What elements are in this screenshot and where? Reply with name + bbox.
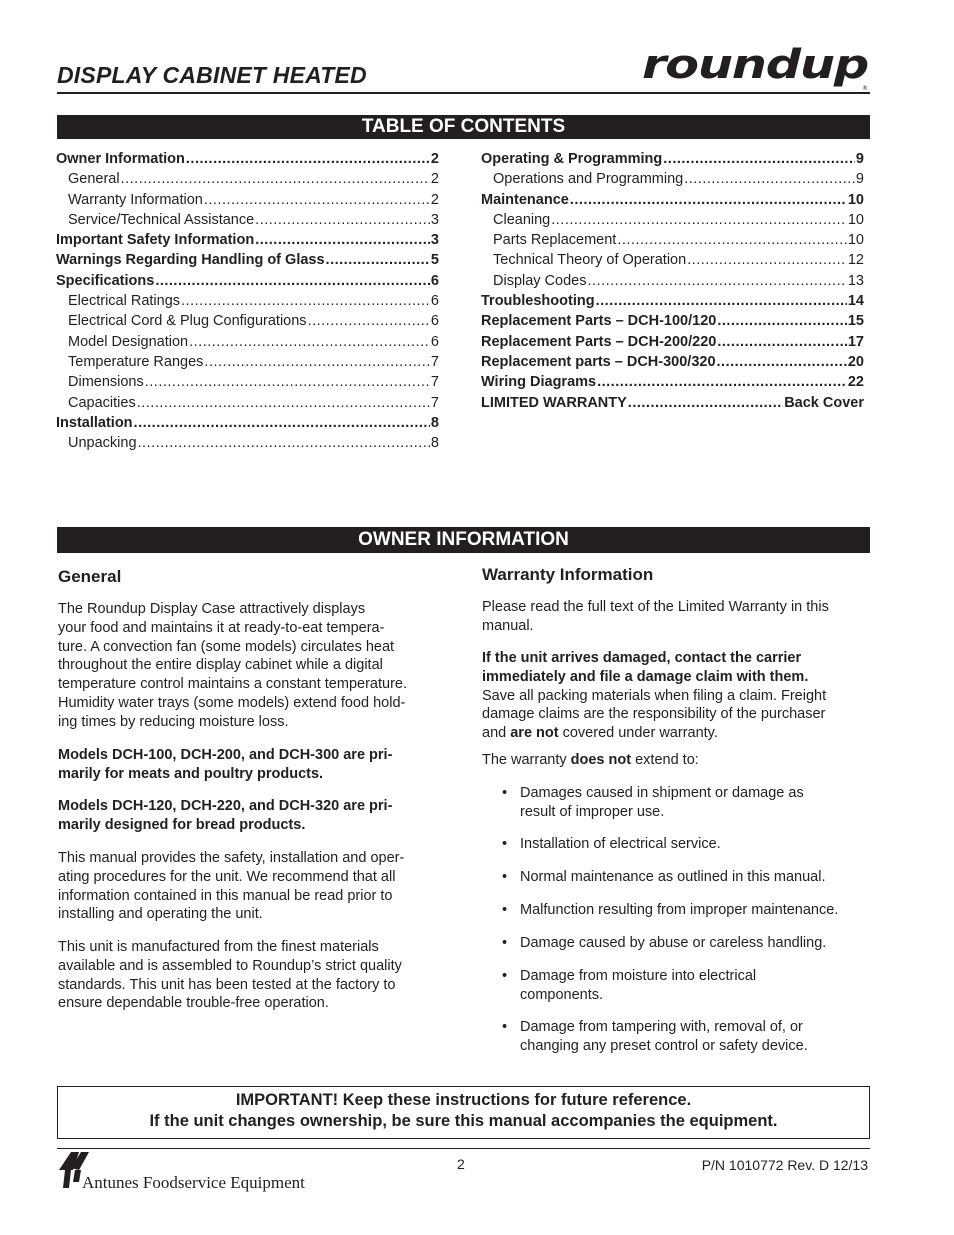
warranty-exclusion-item [502,967,882,1005]
toc-leader-dots [181,291,430,311]
toc-leader-dots [663,149,855,169]
header-rule [57,92,870,94]
toc-entry[interactable] [481,190,864,210]
toc-entry-label: Model Designation [68,333,189,350]
toc-entry-label: Replacement Parts – DCH-100/120 [481,313,717,330]
toc-entry-page: 7 [430,374,439,391]
toc-entry-page: 10 [847,211,864,228]
toc-entry-label: Operations and Programming [493,171,684,188]
toc-entry-page: 13 [847,272,864,289]
toc-leader-dots [717,352,847,372]
general-section [58,568,438,587]
toc-entry-label: Electrical Cord & Plug Configurations [68,313,307,330]
toc-leader-dots [588,271,847,291]
warranty-section [482,566,862,585]
toc-leader-dots [134,413,430,433]
warranty-exclusion-line: • Damage from tampering with, removal of, or [520,1019,803,1035]
toc-entry-label: Unpacking [68,435,137,452]
warranty-exclusion-line: • Damages caused in shipment or damage as [520,785,804,801]
toc-entry-page: 12 [847,252,864,269]
toc-entry-label: Specifications [56,272,155,289]
toc-leader-dots [189,332,430,352]
toc-leader-dots [255,230,430,250]
text-line: manual. [482,617,534,634]
toc-leader-dots [138,433,430,453]
text-line: ture. A convection fan (some models) circulates heat [58,638,395,655]
text-line: ating procedures for the unit. We recommend that all [58,868,396,885]
warranty-exclusion-line: components. [520,986,604,1003]
toc-entry-label: Technical Theory of Operation [493,252,687,269]
toc-leader-dots [121,169,430,189]
text-line: ing times by reducing moisture loss. [58,713,289,730]
toc-leader-dots [617,230,847,250]
toc-entry-page: 8 [430,435,439,452]
toc-entry-label: Important Safety Information [56,232,255,249]
text-line: installing and operating the unit. [58,906,263,923]
general-heading: General [58,567,122,586]
toc-entry-label: Troubleshooting [481,293,595,310]
toc-entry[interactable] [481,210,864,230]
footer-rule [57,1148,870,1149]
part-number: P/N 1010772 Rev. D 12/13 [701,1157,868,1173]
toc-entry[interactable] [481,352,864,372]
text-line: Models DCH-120, DCH-220, and DCH-320 are pri- [58,798,393,814]
toc-entry-label: Owner Information [56,151,185,167]
text-line: information contained in this manual be read prior to [58,887,393,904]
toc-entry-page: 2 [430,151,439,167]
toc-banner [57,115,870,139]
toc-leader-dots [717,311,847,331]
toc-entry-page: 14 [847,293,864,310]
warranty-paragraph-3 [482,751,862,770]
toc-entry[interactable] [481,332,864,352]
toc-entry[interactable] [56,190,439,210]
toc-entry-label: Dimensions [68,374,144,391]
toc-entry-page: 6 [430,333,439,350]
toc-entry-label: Maintenance [481,191,569,208]
toc-entry-label: Warranty Information [68,191,203,208]
toc-entry[interactable] [56,372,439,392]
toc-entry-page: 3 [430,211,439,228]
toc-entry-page: 7 [430,353,439,370]
warranty-exclusion-item [502,934,882,953]
toc-entry[interactable] [56,230,439,250]
toc-leader-dots [186,149,430,169]
general-paragraph-2 [58,746,438,784]
company-name: Antunes Foodservice Equipment [82,1173,305,1192]
toc-leader-dots [308,311,430,331]
general-paragraph-1 [58,600,438,732]
page-number: 2 [457,1156,465,1172]
toc-entry-label: LIMITED WARRANTY [481,394,627,411]
text-line: Please read the full text of the Limited Warranty in this [482,599,829,615]
toc-entry-page: 3 [430,232,439,249]
warranty-exclusion-line: result of improper use. [520,803,665,820]
toc-entry[interactable] [481,149,864,169]
owner-banner-text: OWNER INFORMATION [358,529,569,550]
toc-entry[interactable] [56,311,439,331]
toc-entry-page: 17 [847,333,864,350]
toc-entry[interactable] [481,311,864,331]
toc-entry-page: 9 [855,171,864,188]
toc-entry-page: 10 [847,191,864,208]
warranty-exclusion-line: changing any preset control or safety device. [520,1037,808,1054]
toc-entry-label: Replacement Parts – DCH-200/220 [481,333,717,350]
toc-entry[interactable] [481,291,864,311]
text-line: temperature control maintains a constant temperature. [58,676,407,693]
toc-leader-dots [687,250,847,270]
warranty-exclusion-line: • Installation of electrical service. [520,836,721,852]
toc-left-column [56,149,439,453]
toc-entry-page: 15 [847,313,864,330]
toc-right-column [481,149,864,413]
warranty-exclusion-item [502,901,882,920]
text-line: ensure dependable trouble-free operation. [58,995,329,1012]
warranty-claim-line-3: and are not covered under warranty. [482,725,718,742]
text-line: This manual provides the safety, installation and oper- [58,850,405,866]
toc-leader-dots [326,250,430,270]
warranty-claim-line-2: damage claims are the responsibility of the purchaser [482,706,826,723]
toc-entry[interactable] [56,393,439,413]
toc-entry[interactable] [56,332,439,352]
warranty-exclusion-line: • Damage caused by abuse or careless handling. [520,935,827,951]
warranty-damage-line-1: If the unit arrives damaged, contact the carrier [482,650,802,666]
toc-entry-label: Wiring Diagrams [481,374,597,391]
toc-entry[interactable] [56,352,439,372]
toc-entry-label: Cleaning [493,211,551,228]
toc-entry-label: Capacities [68,394,136,411]
toc-entry[interactable] [481,372,864,392]
toc-entry[interactable] [56,250,439,270]
general-paragraph-4 [58,849,438,924]
important-line-2: If the unit changes ownership, be sure this manual accompanies the equipment. [149,1112,778,1130]
toc-entry-page: 6 [430,272,439,289]
toc-entry[interactable] [56,271,439,291]
toc-entry-label: Display Codes [493,272,587,289]
important-line-1: IMPORTANT! Keep these instructions for future reference. [235,1091,692,1109]
text-line: standards. This unit has been tested at the factory to [58,976,396,993]
text-line: available and is assembled to Roundup’s strict quality [58,957,402,974]
toc-leader-dots [570,190,847,210]
toc-entry-label: Replacement parts – DCH-300/320 [481,353,716,370]
warranty-exclusion-item [502,784,882,822]
important-notice [57,1086,870,1139]
text-line: Humidity water trays (some models) extend food hold- [58,694,406,711]
toc-entry[interactable] [481,271,864,291]
toc-entry[interactable] [56,413,439,433]
warranty-damage-line-2: immediately and file a damage claim with them. [482,668,809,685]
toc-leader-dots [597,372,847,392]
toc-entry[interactable] [481,230,864,250]
toc-leader-dots [155,271,430,291]
text-line: marily designed for bread products. [58,816,306,833]
toc-entry[interactable] [481,393,864,413]
roundup-logo [640,42,872,94]
toc-leader-dots [596,291,847,311]
toc-entry-page: 2 [430,171,439,188]
toc-entry[interactable] [481,250,864,270]
document-title: DISPLAY CABINET HEATED [57,62,367,88]
svg-text:®: ® [862,85,868,92]
toc-entry-page: 10 [847,232,864,249]
text-line: throughout the entire display cabinet while a digital [58,657,383,674]
toc-leader-dots [204,190,430,210]
warranty-exclusion-item [502,868,882,887]
toc-entry-page: 2 [430,191,439,208]
text-line: your food and maintains it at ready-to-eat tempera- [58,619,385,636]
text-line: marily for meats and poultry products. [58,765,324,782]
text-line: The Roundup Display Case attractively displays [58,601,366,617]
toc-leader-dots [684,169,855,189]
toc-entry-page: 20 [847,353,864,370]
toc-entry-page: 5 [430,252,439,269]
toc-entry[interactable] [56,149,439,169]
toc-banner-text: TABLE OF CONTENTS [361,116,566,137]
toc-entry[interactable] [56,210,439,230]
toc-entry-label: Operating & Programming [481,151,663,167]
toc-leader-dots [204,352,430,372]
toc-entry-label: Warnings Regarding Handling of Glass [56,252,325,269]
general-paragraph-3 [58,797,438,835]
owner-banner [57,527,870,553]
toc-leader-dots [255,210,430,230]
toc-entry[interactable] [481,169,864,189]
toc-entry-label: Service/Technical Assistance [68,211,255,228]
toc-entry-page: 7 [430,394,439,411]
toc-entry-label: General [68,171,120,188]
text-line: This unit is manufactured from the finest materials [58,939,379,955]
toc-leader-dots [628,393,783,413]
warranty-claim-line-1: Save all packing materials when filing a claim. Freight [482,687,827,704]
toc-entry-label: Parts Replacement [493,232,617,249]
toc-entry-page: 6 [430,313,439,330]
toc-leader-dots [717,332,847,352]
toc-entry[interactable] [56,291,439,311]
toc-entry-page: 8 [430,414,439,431]
toc-leader-dots [551,210,847,230]
toc-entry-page: 6 [430,293,439,310]
warranty-heading: Warranty Information [482,565,654,584]
toc-entry-label: Electrical Ratings [68,293,181,310]
toc-entry-page: Back Cover [784,394,864,411]
warranty-extend-line: The warranty does not extend to: [482,752,699,768]
warranty-paragraph-2 [482,649,862,743]
general-paragraph-5 [58,938,438,1013]
toc-entry-page: 22 [847,374,864,391]
warranty-exclusion-item [502,1018,882,1056]
toc-entry[interactable] [56,169,439,189]
toc-entry[interactable] [56,433,439,453]
warranty-exclusion-line: • Malfunction resulting from improper maintenance. [520,902,839,918]
toc-entry-page: 9 [855,151,864,167]
warranty-exclusion-line: • Damage from moisture into electrical [520,968,757,984]
toc-entry-label: Installation [56,414,133,431]
warranty-exclusion-line: • Normal maintenance as outlined in this manual. [520,869,826,885]
logo-wordmark: roundup [642,42,869,88]
toc-leader-dots [145,372,430,392]
toc-entry-label: Temperature Ranges [68,353,204,370]
warranty-paragraph-1 [482,598,862,636]
text-line: Models DCH-100, DCH-200, and DCH-300 are pri- [58,747,393,763]
warranty-exclusion-item [502,835,882,854]
toc-leader-dots [137,393,430,413]
